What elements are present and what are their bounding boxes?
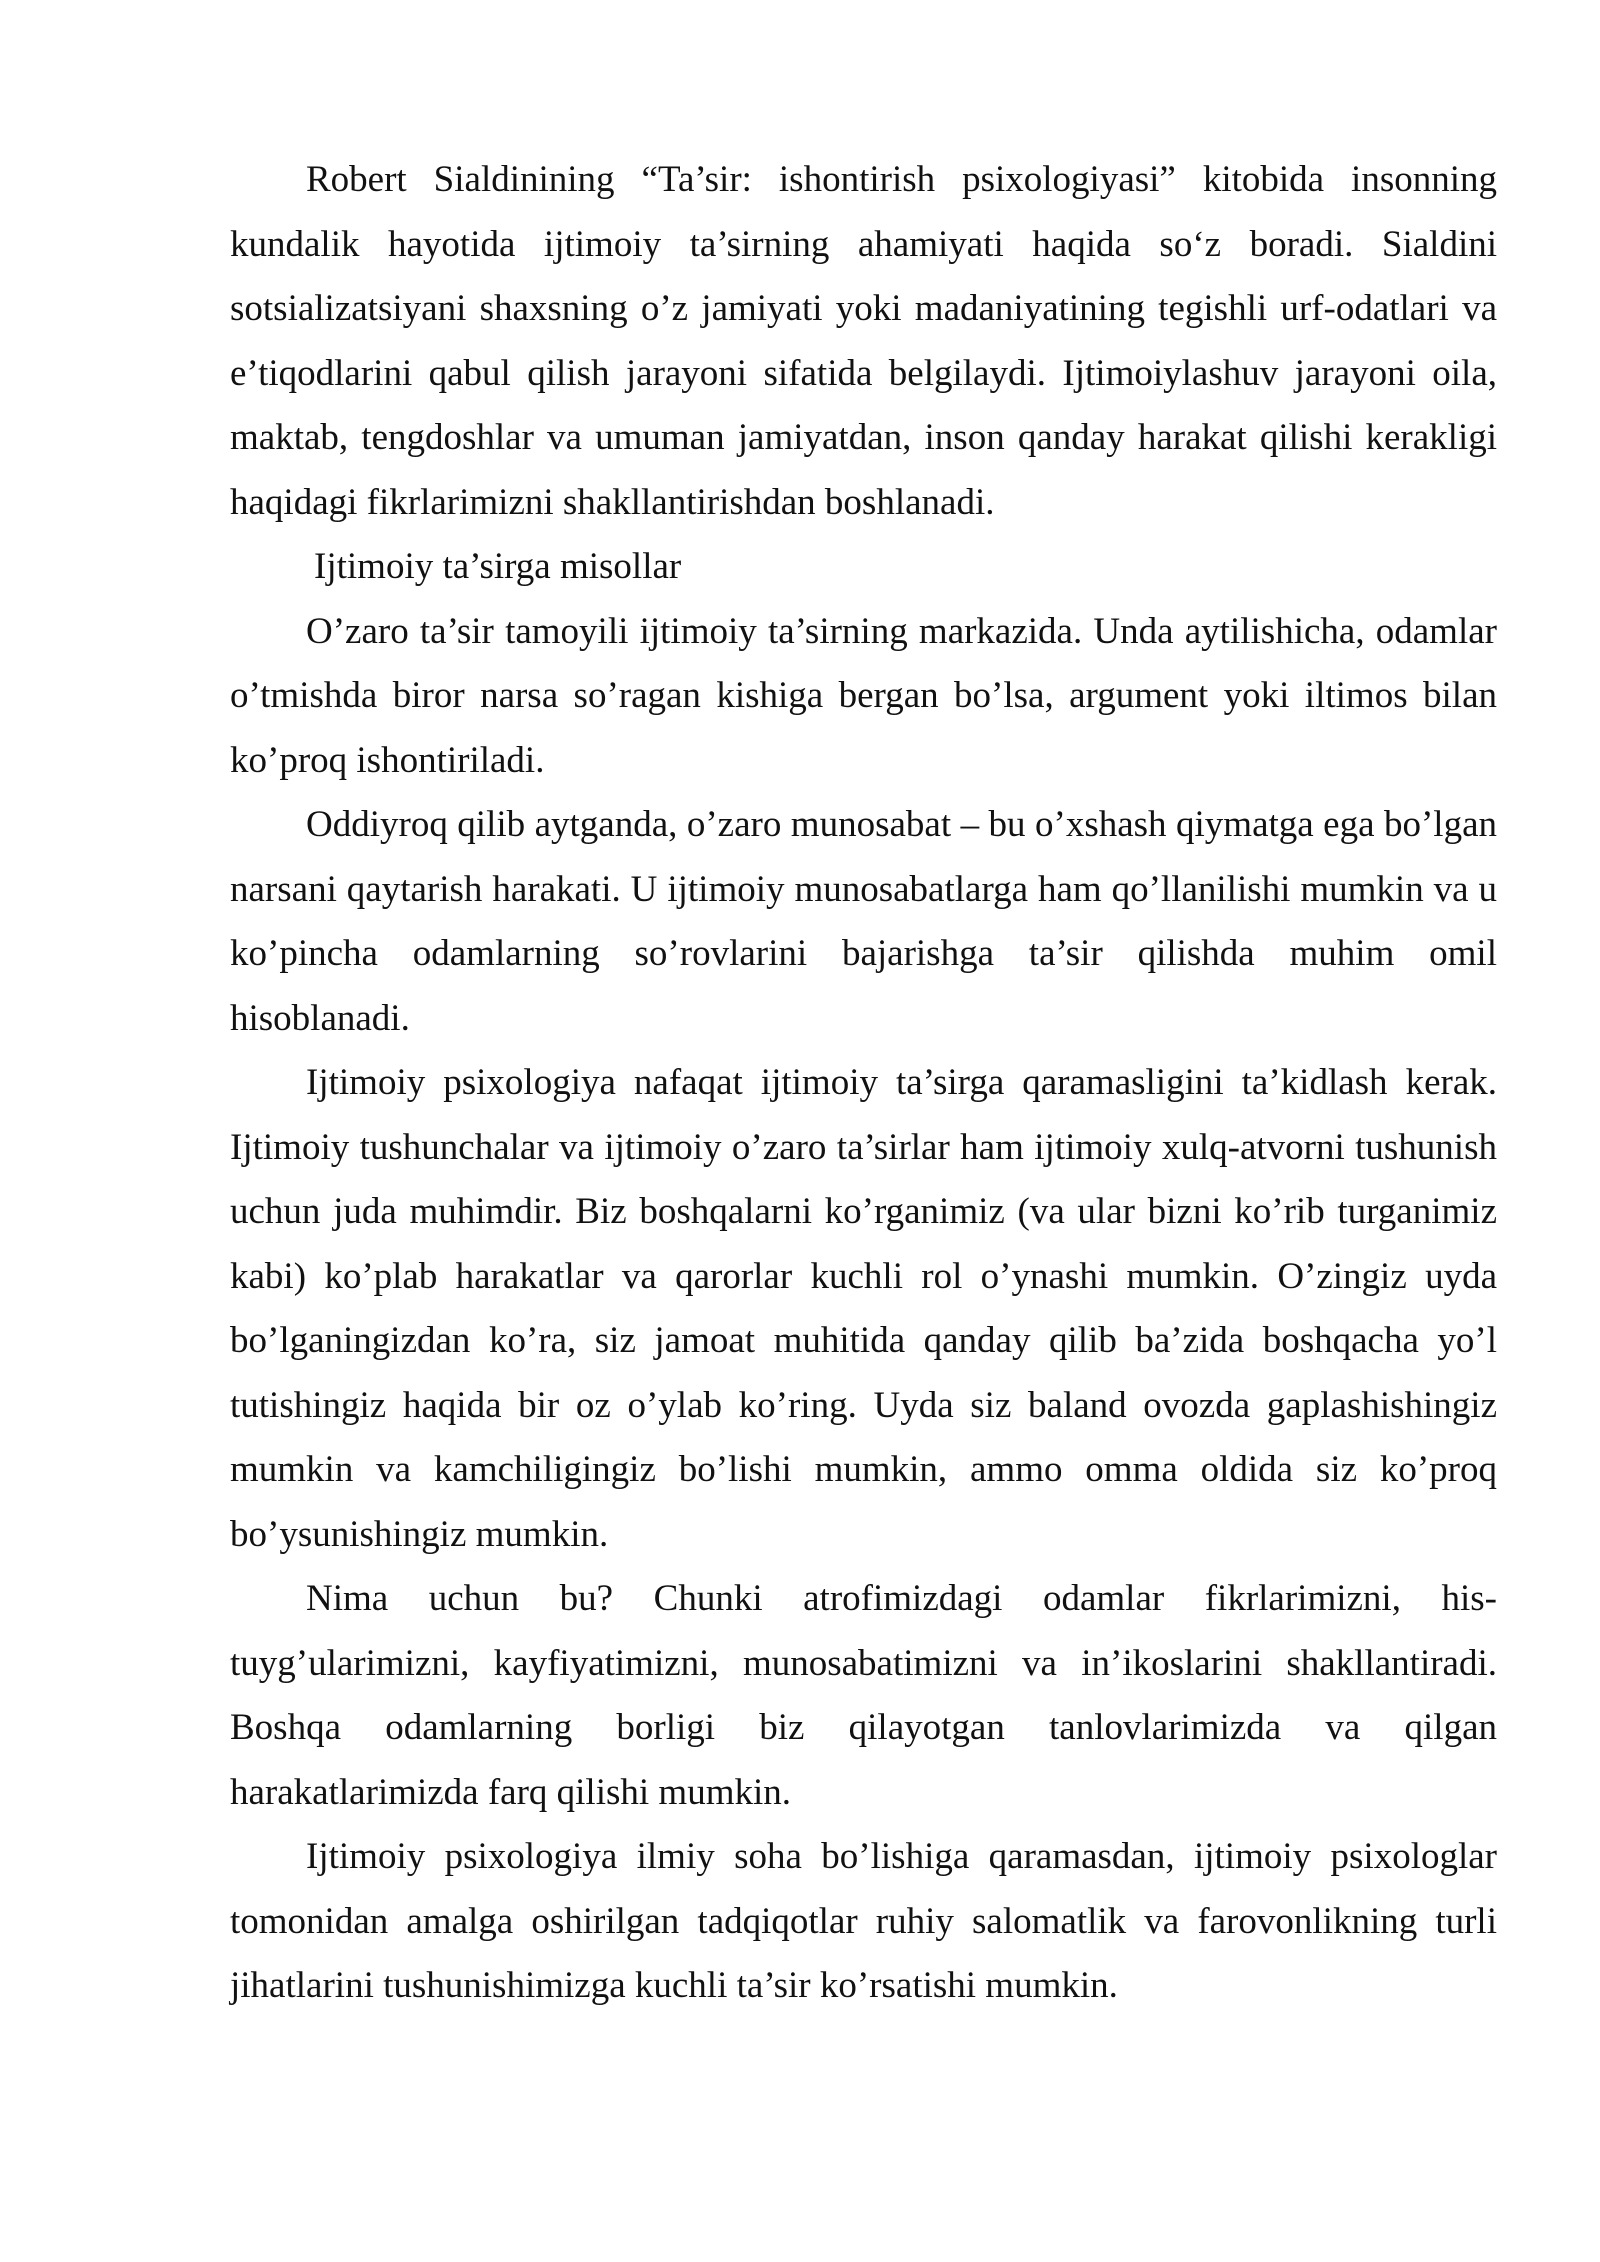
paragraph-why: Nima uchun bu? Chunki atrofimizdagi odamlar fikrlarimizni, his-tuyg’ularimizni, kayfiyatimizni, munosabatimizni va in’ikoslarini shakllantiradi. Boshqa odamlarning borligi biz qilayotgan tanlovlarimizda va qilgan harakatlarimizda farq qilishi mumkin. — [230, 1578, 1497, 1813]
subheading-examples: Ijtimoiy ta’sirga misollar — [314, 546, 682, 587]
paragraph-social-psychology: Ijtimoiy psixologiya nafaqat ijtimoiy ta’sirga qaramasligini ta’kidlash kerak. Ijtimoiy tushunchalar va ijtimoiy o’zaro ta’sirlar ham ijtimoiy xulq-atvorni tushunish uchun juda muhimdir. Biz boshqalarni ko’rganimiz (va ular bizni ko’rib turganimiz kabi) ko’plab harakatlar va qarorlar kuchli rol o’ynashi mumkin. O’zingiz uyda bo’lganingizdan ko’ra, siz jamoat muhitida qanday qilib ba’zida boshqacha yo’l tutishingiz haqida bir oz o’ylab ko’ring. Uyda siz baland ovozda gaplashishingiz mumkin va kamchiligingiz bo’lishi mumkin, ammo omma oldida siz ko’proq bo’ysunishingiz mumkin. — [230, 1062, 1497, 1555]
paragraph-reciprocity-simple: Oddiyroq qilib aytganda, o’zaro munosabat – bu o’xshash qiymatga ega bo’lgan narsani qaytarish harakati. U ijtimoiy munosabatlarga ham qo’llanilishi mumkin va u ko’pincha odamlarning so’rovlarini bajarishga ta’sir qilishda muhim omil hisoblanadi. — [230, 804, 1497, 1039]
document-page — [230, 148, 1497, 2019]
paragraph-research: Ijtimoiy psixologiya ilmiy soha bo’lishiga qaramasdan, ijtimoiy psixologlar tomonidan amalga oshirilgan tadqiqotlar ruhiy salomatlik va farovonlikning turli jihatlarini tushunishimizga kuchli ta’sir ko’rsatishi mumkin. — [230, 1836, 1497, 2006]
paragraph-sialdini-intro: Robert Sialdinining “Ta’sir: ishontirish psixologiyasi” kitobida insonning kundalik hayotida ijtimoiy ta’sirning ahamiyati haqida so‘z boradi. Sialdini sotsializatsiyani shaxsning o’z jamiyati yoki madaniyatining tegishli urf-odatlari va e’tiqodlarini qabul qilish jarayoni sifatida belgilaydi. Ijtimoiylashuv jarayoni oila, maktab, tengdoshlar va umuman jamiyatdan, inson qanday harakat qilishi kerakligi haqidagi fikrlarimizni shakllantirishdan boshlanadi. — [230, 159, 1497, 523]
paragraph-reciprocity-principle: O’zaro ta’sir tamoyili ijtimoiy ta’sirning markazida. Unda aytilishicha, odamlar o’tmishda biror narsa so’ragan kishiga bergan bo’lsa, argument yoki iltimos bilan ko’proq ishontiriladi. — [230, 610, 1497, 781]
